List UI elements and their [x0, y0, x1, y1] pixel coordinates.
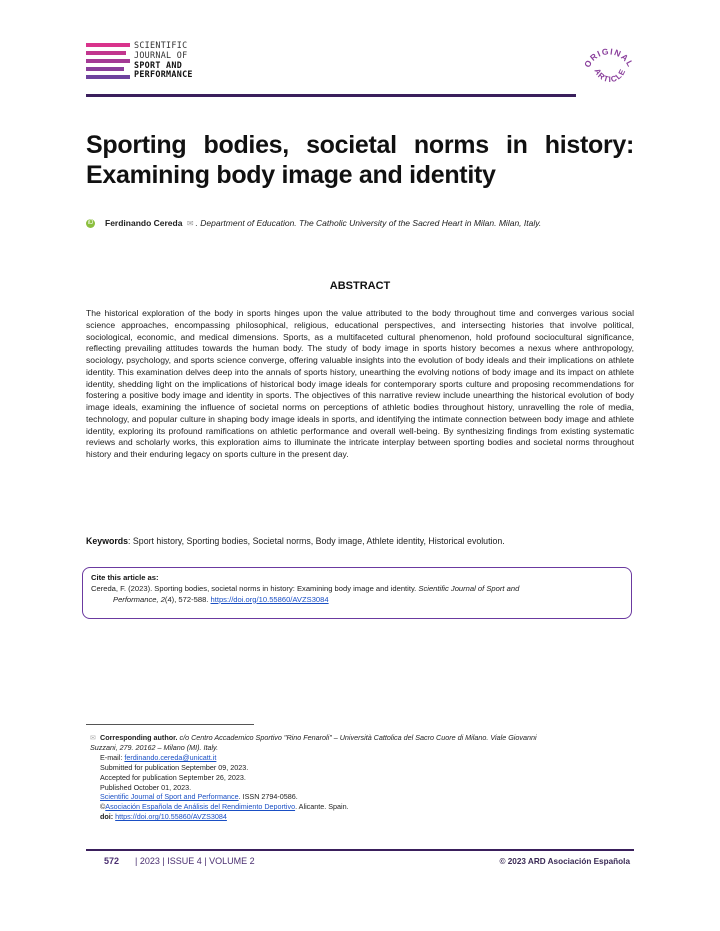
copyright-line: ©Asociación Española de Análisis del Rendimiento Deportivo. Alicante. Spain. [100, 802, 349, 812]
logo-bar [86, 59, 130, 63]
corresponding-address: Suzzani, 279. 20162 – Milano (MI). Italy. [90, 742, 219, 752]
envelope-icon[interactable]: ✉ [186, 219, 194, 228]
footnote-rule [86, 724, 254, 725]
paper-title: Sporting bodies, societal norms in history: Examining body image and identity [86, 131, 634, 189]
badge-label-article: ARTICLE [592, 67, 628, 85]
original-article-badge [580, 36, 638, 94]
logo-bar [86, 67, 124, 71]
logo-bar [86, 51, 126, 55]
envelope-icon: ✉ [90, 733, 97, 742]
footnotes [76, 733, 636, 822]
keywords [86, 535, 634, 547]
cite-journal: Scientific Journal of Sport and [418, 583, 520, 593]
doi-link[interactable]: https://doi.org/10.55860/AVZS3084 [115, 812, 227, 822]
abstract-heading: ABSTRACT [329, 280, 391, 292]
abstract-body: The historical exploration of the body in sports hinges upon the value attributed to the body throughout time and converges various social science approaches, encompassing philosophical, religious, educational perspectives, and intersecting histories that involve political, sociological, economic, and medical dimensions. Sports, as a multifaceted cultural phenomenon, hold profound sociocultural significance, reflecting prevailing attitudes towards the human body. The study of body image in sports history becomes a nexus where anthropology, sociology, psychology, and sports science converge, offering valuable insights into the evolution of body ideals and their implications on athlete identity. This examination delves deep into the annals of sports history, unearthing the evolving notions of body image and its impact on athlete identity, shedding light on the implications of historical body image ideals for contemporary sports culture and proposing recommendations for fostering a positive body image and identity in sports. The objectives of this narrative review include unearthing the historical evolution of body image ideals, examining the influence of societal norms on perceptions of athletic bodies throughout history, unravelling the role of media, technology, and popular culture in shaping body image ideals in sports, and identifying the intimate connection between body image and athlete identity, exploring its profound ramifications on athletic performance and overall well-being. By synthesizing findings from existing systematic reviews and scholarly works, this exploration aims to illuminate the intricate interplay between sporting bodies and societal norms throughout history and their enduring legacy on sports culture in the present day. [86, 308, 634, 459]
issue-info: | 2023 | ISSUE 4 | VOLUME 2 [135, 856, 255, 866]
page-number: 572 [104, 856, 120, 866]
logo-bar [86, 43, 130, 47]
corresponding-author: ✉ Corresponding author. c/o Centro Accademico Sportivo "Rino Fenaroli" – Università Cattolica del Sacro Cuore di Milano. Viale Giovanni [90, 733, 537, 742]
email-line: E-mail: ferdinando.cereda@unicatt.it [100, 752, 217, 762]
accepted-date: Accepted for publication September 26, 2023. [100, 772, 246, 782]
cite-box [82, 567, 632, 619]
footer-copyright: © 2023 ARD Asociación Española [499, 857, 630, 866]
svg-text:ARTICLE [592, 67, 627, 84]
cite-heading: Cite this article as: [91, 573, 159, 582]
journal-link[interactable]: Scientific Journal of Sport and Performance [100, 792, 239, 802]
orcid-icon[interactable]: iD [87, 220, 94, 227]
journal-logo-text: SCIENTIFIC JOURNAL OF SPORT AND PERFORMANCE [134, 40, 193, 80]
footer-page-info [104, 856, 255, 866]
doi-line: doi: https://doi.org/10.55860/AVZS3084 [100, 812, 227, 822]
author-affiliation: . Department of Education. The Catholic University of the Sacred Heart in Milan. Milan, Italy. [195, 218, 542, 228]
logo-bar [86, 75, 130, 79]
association-link[interactable]: Asociación Española de Análisis del Rendimiento Deportivo [105, 802, 296, 812]
keywords-list: : Sport history, Sporting bodies, Societal norms, Body image, Athlete identity, Historical evolution. [128, 536, 505, 546]
badge-label-original: ORIGINAL [582, 46, 637, 70]
submitted-date: Submitted for publication September 09, 2023. [100, 762, 249, 772]
header-rule [86, 94, 576, 97]
author-name: Ferdinando Cereda [105, 218, 183, 228]
footer-rule [86, 849, 634, 851]
citation-text: Cereda, F. (2023). Sporting bodies, societal norms in history: Examining body image and identity. Scientific Journal of Sport and Performance, 2(4), 572-588. https://doi.org/10.55860/AVZS3084 [91, 583, 520, 604]
svg-text:ORIGINAL [582, 46, 636, 69]
author-line [86, 218, 646, 228]
published-date: Published October 01, 2023. [100, 782, 192, 792]
keywords-label: Keywords [86, 536, 129, 546]
journal-logo-bars [86, 43, 130, 83]
journal-line: Scientific Journal of Sport and Performance. ISSN 2794-0586. [100, 792, 298, 802]
email-link[interactable]: ferdinando.cereda@unicatt.it [124, 752, 217, 762]
cite-doi-link[interactable]: https://doi.org/10.55860/AVZS3084 [210, 594, 329, 604]
